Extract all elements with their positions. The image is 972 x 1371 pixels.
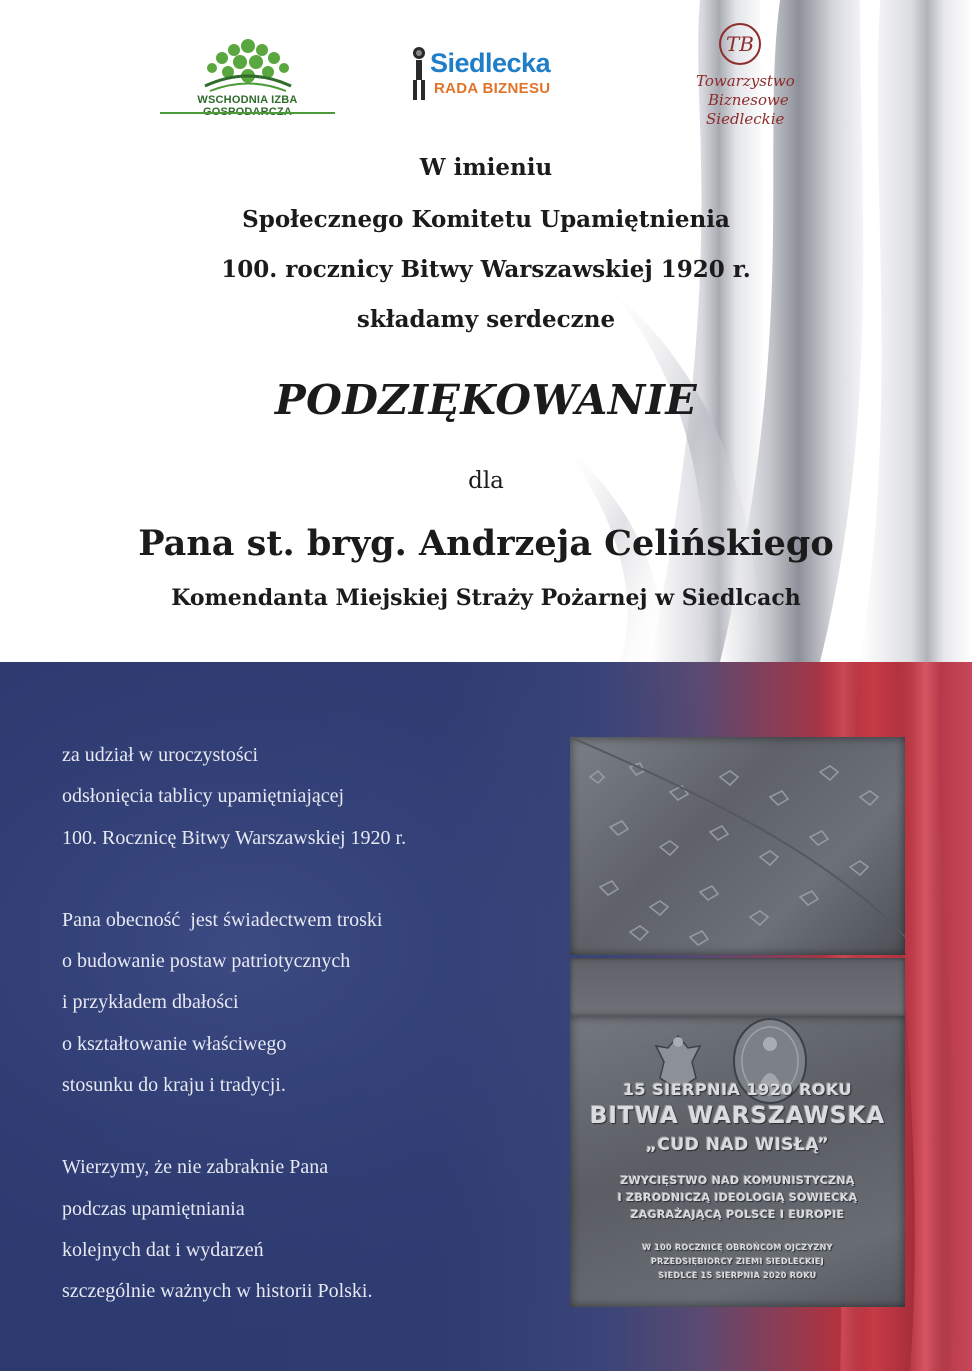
plaque-line-2: BITWA WARSZAWSKA [589, 1103, 886, 1129]
plaque-line-7: W 100 ROCZNICĘ OBROŃCOM OJCZYZNY [642, 1243, 833, 1252]
paragraph-2-line: o kształtowanie właściwego [62, 1032, 287, 1055]
plaque-line-3: „CUD NAD WISŁĄ” [645, 1135, 830, 1155]
plaque-line-5: I ZBRODNICZĄ IDEOLOGIĄ SOWIECKĄ [617, 1191, 858, 1204]
paragraph-3-line: kolejnych dat i wydarzeń [62, 1238, 264, 1261]
plaque-middle-panel [570, 958, 905, 1016]
tbs-logo-line3: Siedleckie [706, 110, 785, 128]
paragraph-1 [62, 735, 532, 859]
dla-label: dla [468, 468, 504, 494]
header-line-3: 100. rocznicy Bitwy Warszawskiej 1920 r. [221, 256, 751, 283]
tb-monogram-icon [690, 16, 800, 72]
tbs-logo-line2: Biznesowe [708, 91, 789, 109]
paragraph-3-line: Wierzymy, że nie zabraknie Pana [62, 1156, 329, 1179]
plaque-line-6: ZAGRAŻAJĄCĄ POLSCE I EUROPIE [630, 1208, 845, 1221]
recipient-name: Pana st. bryg. Andrzeja Celińskiego [138, 523, 834, 564]
plaque-line-4: ZWYCIĘSTWO NAD KOMUNISTYCZNĄ [620, 1174, 855, 1187]
recipient-position: Komendanta Miejskiej Straży Pożarnej w Siedlcach [171, 585, 801, 611]
plaque-line-9: SIEDLCE 15 SIERPNIA 2020 ROKU [658, 1271, 817, 1280]
paragraph-gap [62, 1106, 532, 1147]
cavalry-relief-icon [570, 737, 905, 955]
paragraph-3-line: podczas upamiętniania [62, 1197, 245, 1220]
tbs-logo-line1: Towarzystwo [696, 72, 795, 90]
paragraph-2-line: o budowanie postaw patriotycznych [62, 950, 351, 973]
header-line-2: Społecznego Komitetu Upamiętnienia [242, 206, 730, 233]
paragraph-2-line: stosunku do kraju i tradycji. [62, 1074, 286, 1097]
header-line-4: składamy serdeczne [356, 306, 616, 333]
top-section [0, 0, 972, 662]
srb-logo-name: Siedlecka [430, 48, 551, 78]
srb-logo-sub: RADA BIZNESU [434, 80, 551, 97]
wig-logo [160, 36, 335, 116]
tbs-logo [690, 16, 800, 134]
srb-logo [410, 40, 580, 104]
atlas-figure-icon [410, 46, 428, 102]
paragraph-1-line: odsłonięcia tablicy upamiętniającej [62, 785, 345, 808]
plaque-line-1: 15 SIERPNIA 1920 ROKU [622, 1080, 853, 1099]
header-line-1: W imieniu [419, 154, 553, 181]
tree-leaves-icon [160, 36, 335, 94]
plaque-line-8: PRZEDSIĘBIORCY ZIEMI SIEDLECKIEJ [650, 1257, 825, 1266]
paragraph-3 [62, 1147, 532, 1312]
paragraph-2-line: i przykładem dbałości [62, 991, 239, 1014]
document-title: PODZIĘKOWANIE [274, 376, 698, 424]
memorial-plaque-image [570, 737, 905, 1307]
body-text [62, 735, 532, 1313]
paragraph-2-line: Pana obecność jest świadectwem troski [62, 908, 383, 931]
tbs-monogram: TB [725, 32, 755, 56]
plaque-top-panel [570, 737, 905, 955]
paragraph-gap [62, 859, 532, 900]
paragraph-1-line: za udział w uroczystości [62, 744, 259, 766]
paragraph-3-line: szczególnie ważnych w historii Polski. [62, 1280, 373, 1303]
wig-logo-text: WSCHODNIA IZBA [197, 94, 298, 106]
paragraph-1-line: 100. Rocznicę Bitwy Warszawskiej 1920 r. [62, 826, 407, 849]
paragraph-2 [62, 900, 532, 1106]
wig-underline [160, 112, 335, 114]
